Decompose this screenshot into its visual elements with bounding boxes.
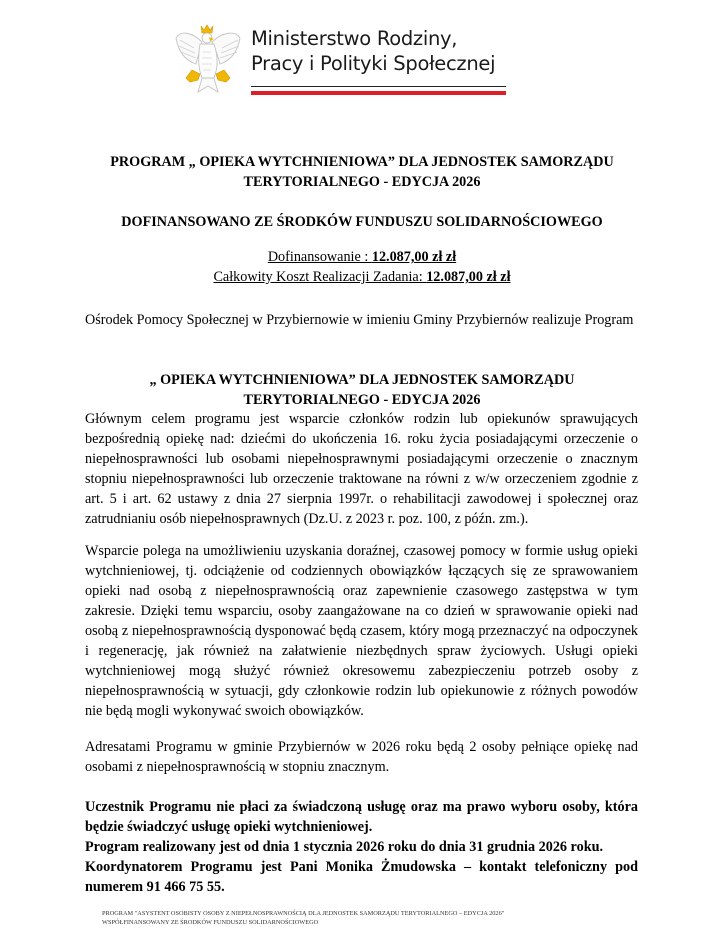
- program-subtitle-line1: „ OPIEKA WYTCHNIENIOWA” DLA JEDNOSTEK SAMORZĄDU: [149, 372, 575, 388]
- program-title-line2: TERYTORIALNEGO - EDYCJA 2026: [243, 174, 481, 190]
- footer-line2: WSPÓŁFINANSOWANY ZE ŚRODKÓW FUNDUSZU SOLIDARNOŚCIOWEGO: [102, 918, 319, 926]
- polish-eagle-emblem-icon: [174, 22, 244, 96]
- program-subtitle: [84, 370, 640, 410]
- header-rule-red: [251, 91, 506, 95]
- funding-value: 12.087,00 zł zł: [371, 249, 457, 265]
- ministry-name-line1: Ministerstwo Rodziny,: [251, 27, 458, 50]
- body-paragraph-goal: Głównym celem programu jest wsparcie członków rodzin lub opiekunów sprawujących bezpośrednią opiekę nad: dziećmi do ukończenia 16. roku życia posiadającymi orzeczenie o niepełnosprawności lub osobami niepełnosprawnymi posiadającymi orzeczenie o znacznym stopniu niepełnosprawności lub orzeczenie traktowane na równi z w/w orzeczeniem zgodnie z art. 5 i art. 62 ustawy z dnia 27 sierpnia 1997r. o rehabilitacji zawodowej i społecznej oraz zatrudnianiu osób niepełnosprawnych (Dz.U. z 2023 r. poz. 100, z późn. zm.).: [85, 411, 638, 527]
- funding-row: [84, 247, 640, 267]
- program-subtitle-line2: TERYTORIALNEGO - EDYCJA 2026: [243, 392, 481, 408]
- bold-paragraph-participant: Uczestnik Programu nie płaci za świadczoną usługę oraz ma prawo wyboru osoby, która będzie świadczyć usługę opieki wytchnieniowej.: [85, 799, 638, 835]
- funding-heading: DOFINANSOWANO ZE ŚRODKÓW FUNDUSZU SOLIDARNOŚCIOWEGO: [121, 214, 603, 230]
- ministry-name-line2: Pracy i Polityki Społecznej: [251, 52, 496, 75]
- header-rule-black: [251, 86, 506, 87]
- body-paragraph-recipients: Adresatami Programu w gminie Przybiernów w 2026 roku będą 2 osoby pełniące opiekę nad osobami z niepełnosprawnością w stopniu znacznym.: [85, 739, 638, 775]
- intro-paragraph: Ośrodek Pomocy Społecznej w Przybiernowie w imieniu Gminy Przybiernów realizuje Program: [85, 312, 634, 328]
- funding-amounts: [84, 247, 640, 287]
- total-cost-row: [84, 267, 640, 287]
- total-cost-value: 12.087,00 zł zł: [426, 269, 511, 285]
- bold-paragraph-contact: Koordynatorem Programu jest Pani Monika Żmudowska – kontakt telefoniczny pod numerem 91 466 75 55.: [85, 859, 638, 895]
- ministry-name: [251, 26, 495, 76]
- page-footer: [102, 910, 504, 927]
- body-paragraph-support: Wsparcie polega na umożliwieniu uzyskania doraźnej, czasowej pomocy w formie usług opieki wytchnieniowej, tj. odciążenie od codziennych obowiązków łączących się ze sprawowaniem opieki nad osobą z niepełnosprawnością oraz zapewnienie czasowego zastępstwa w tym zakresie. Dzięki temu wsparciu, osoby zaangażowane na co dzień w sprawowanie opieki nad osobą z niepełnosprawnością dysponować będą czasem, który mogą przeznaczyć na odpoczynek i regenerację, jak również na załatwienie niezbędnych spraw życiowych. Usługi opieki wytchnieniowej mogą służyć również okresowemu zabezpieczeniu potrzeb osoby z niepełnosprawnością w sytuacji, gdy członkowie rodzin lub opiekunowie z różnych powodów nie będą mogli wykonywać swoich obowiązków.: [85, 543, 638, 719]
- bold-paragraph-dates: Program realizowany jest od dnia 1 stycznia 2026 roku do dnia 31 grudnia 2026 roku.: [85, 839, 604, 855]
- funding-label: Dofinansowanie :: [267, 249, 372, 265]
- program-title-line1: PROGRAM „ OPIEKA WYTCHNIENIOWA” DLA JEDNOSTEK SAMORZĄDU: [110, 154, 614, 170]
- footer-line1: PROGRAM "ASYSTENT OSOBISTY OSOBY Z NIEPEŁNOSPRAWNOŚCIĄ DLA JEDNOSTEK SAMORZĄDU TERYTORIALNEGO – EDYCJA 2026": [102, 910, 505, 917]
- program-title: [84, 152, 640, 192]
- total-cost-label: Całkowity Koszt Realizacji Zadania:: [213, 269, 427, 285]
